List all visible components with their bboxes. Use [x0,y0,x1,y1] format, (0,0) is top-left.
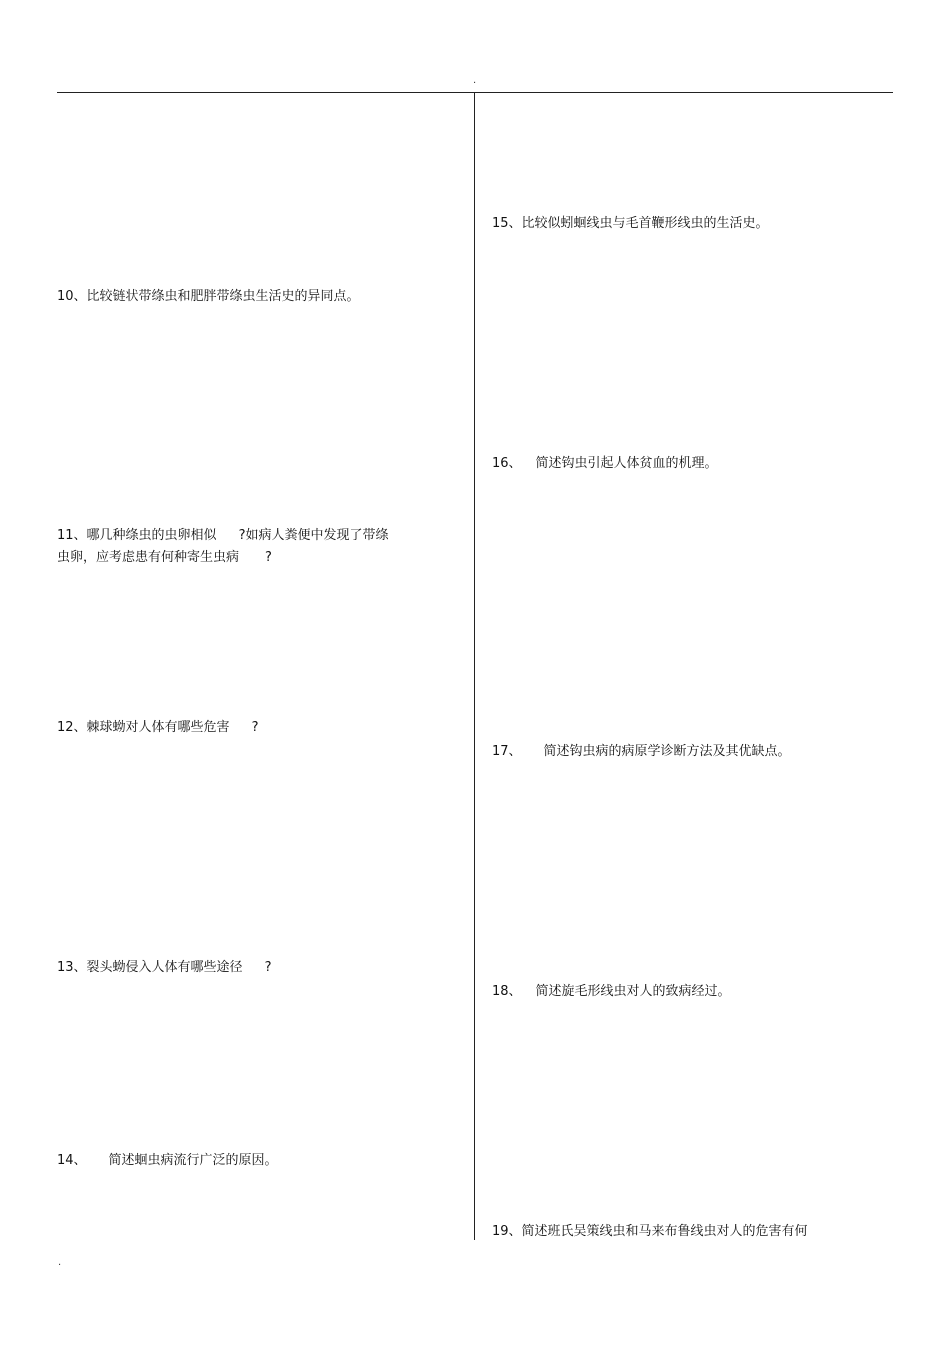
question-line [57,525,388,547]
question-number: 15、 [492,216,522,231]
question-number: 12、 [57,720,87,735]
question-15 [492,213,769,235]
column-divider [474,92,475,1240]
question-text-cont: ?如病人粪便中发现了带绦 [238,528,389,543]
question-line [57,547,388,569]
footer-dot: . [58,1257,62,1268]
question-14 [57,1150,278,1172]
question-12 [57,717,258,739]
question-16 [492,453,718,475]
question-text: 简述钩虫引起人体贫血的机理。 [535,456,718,471]
question-18 [492,981,731,1003]
question-number: 18、 [492,984,522,999]
question-text: 简述班氏吴策线虫和马来布鲁线虫对人的危害有何 [521,1224,808,1239]
question-11 [57,525,388,569]
question-number: 16、 [492,456,522,471]
question-text: 比较链状带绦虫和肥胖带绦虫生活史的异同点。 [86,289,360,304]
header-rule [57,92,893,93]
question-text: 比较似蚓蛔线虫与毛首鞭形线虫的生活史。 [521,216,769,231]
question-number: 11、 [57,528,87,543]
question-13 [57,957,271,979]
question-number: 19、 [492,1224,522,1239]
question-number: 10、 [57,289,87,304]
question-number: 17、 [492,744,522,759]
question-text: 简述旋毛形线虫对人的致病经过。 [535,984,731,999]
question-mark: ? [251,720,259,735]
question-text: 虫卵，应考虑患有何种寄生虫病 [57,550,240,565]
question-text: 裂头蚴侵入人体有哪些途径 [86,960,243,975]
question-mark: ? [264,960,272,975]
question-text: 棘球蚴对人体有哪些危害 [86,720,230,735]
question-number: 13、 [57,960,87,975]
question-10 [57,286,360,308]
question-mark: ? [265,550,272,565]
question-17 [492,741,791,763]
question-number: 14、 [57,1153,87,1168]
question-text: 简述蛔虫病流行广泛的原因。 [108,1153,278,1168]
question-text: 简述钩虫病的病原学诊断方法及其优缺点。 [543,744,791,759]
header-dot: . [473,75,477,86]
question-text: 哪几种绦虫的虫卵相似 [86,528,217,543]
question-19 [492,1221,808,1243]
